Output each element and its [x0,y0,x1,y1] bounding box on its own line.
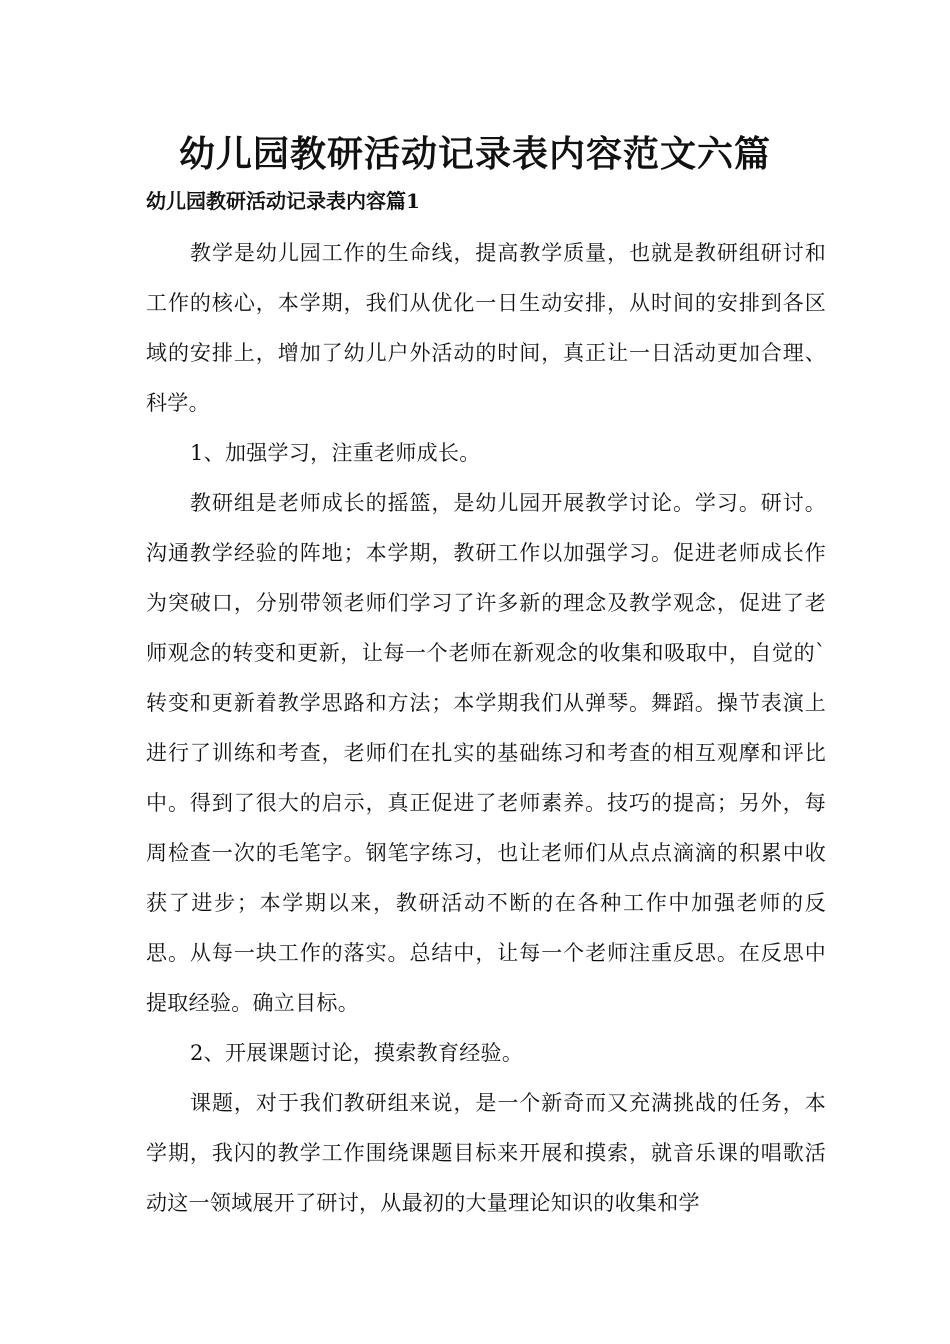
paragraph-intro: 教学是幼儿园工作的生命线，提高教学质量，也就是教研组研讨和工作的核心，本学期，我们从优化一日生动安排，从时间的安排到各区域的安排上，增加了幼儿户外活动的时间，真正让一日活动更加合理、科学。 [146,241,826,415]
paragraph-point-1: 1、加强学习，注重老师成长。 [190,441,481,465]
section-heading: 幼儿园教研活动记录表内容篇1 [146,189,420,213]
document-title: 幼儿园教研活动记录表内容范文六篇 [178,133,771,175]
paragraph-point-2: 2、开展课题讨论，摸索教育经验。 [190,1041,524,1065]
paragraph-study: 教研组是老师成长的摇篮，是幼儿园开展教学讨论。学习。研讨。沟通教学经验的阵地；本学期，教研工作以加强学习。促进老师成长作为突破口，分别带领老师们学习了许多新的理念及教学观念，促进了老师观念的转变和更新，让每一个老师在新观念的收集和吸取中，自觉的`转变和更新着教学思路和方法；本学期我们从弹琴。舞蹈。操节表演上进行了训练和考查，老师们在扎实的基础练习和考查的相互观摩和评比中。得到了很大的启示，真正促进了老师素养。技巧的提高；另外，每周检查一次的毛笔字。钢笔字练习，也让老师们从点点滴滴的积累中收获了进步；本学期以来，教研活动不断的在各种工作中加强老师的反思。从每一块工作的落实。总结中，让每一个老师注重反思。在反思中提取经验。确立目标。 [146,491,826,1015]
document-body [146,228,826,1228]
paragraph-research: 课题，对于我们教研组来说，是一个新奇而又充满挑战的任务，本学期，我闪的教学工作围绕课题目标来开展和摸索，就音乐课的唱歌活动这一领域展开了研讨，从最初的大量理论知识的收集和学 [146,1091,826,1215]
